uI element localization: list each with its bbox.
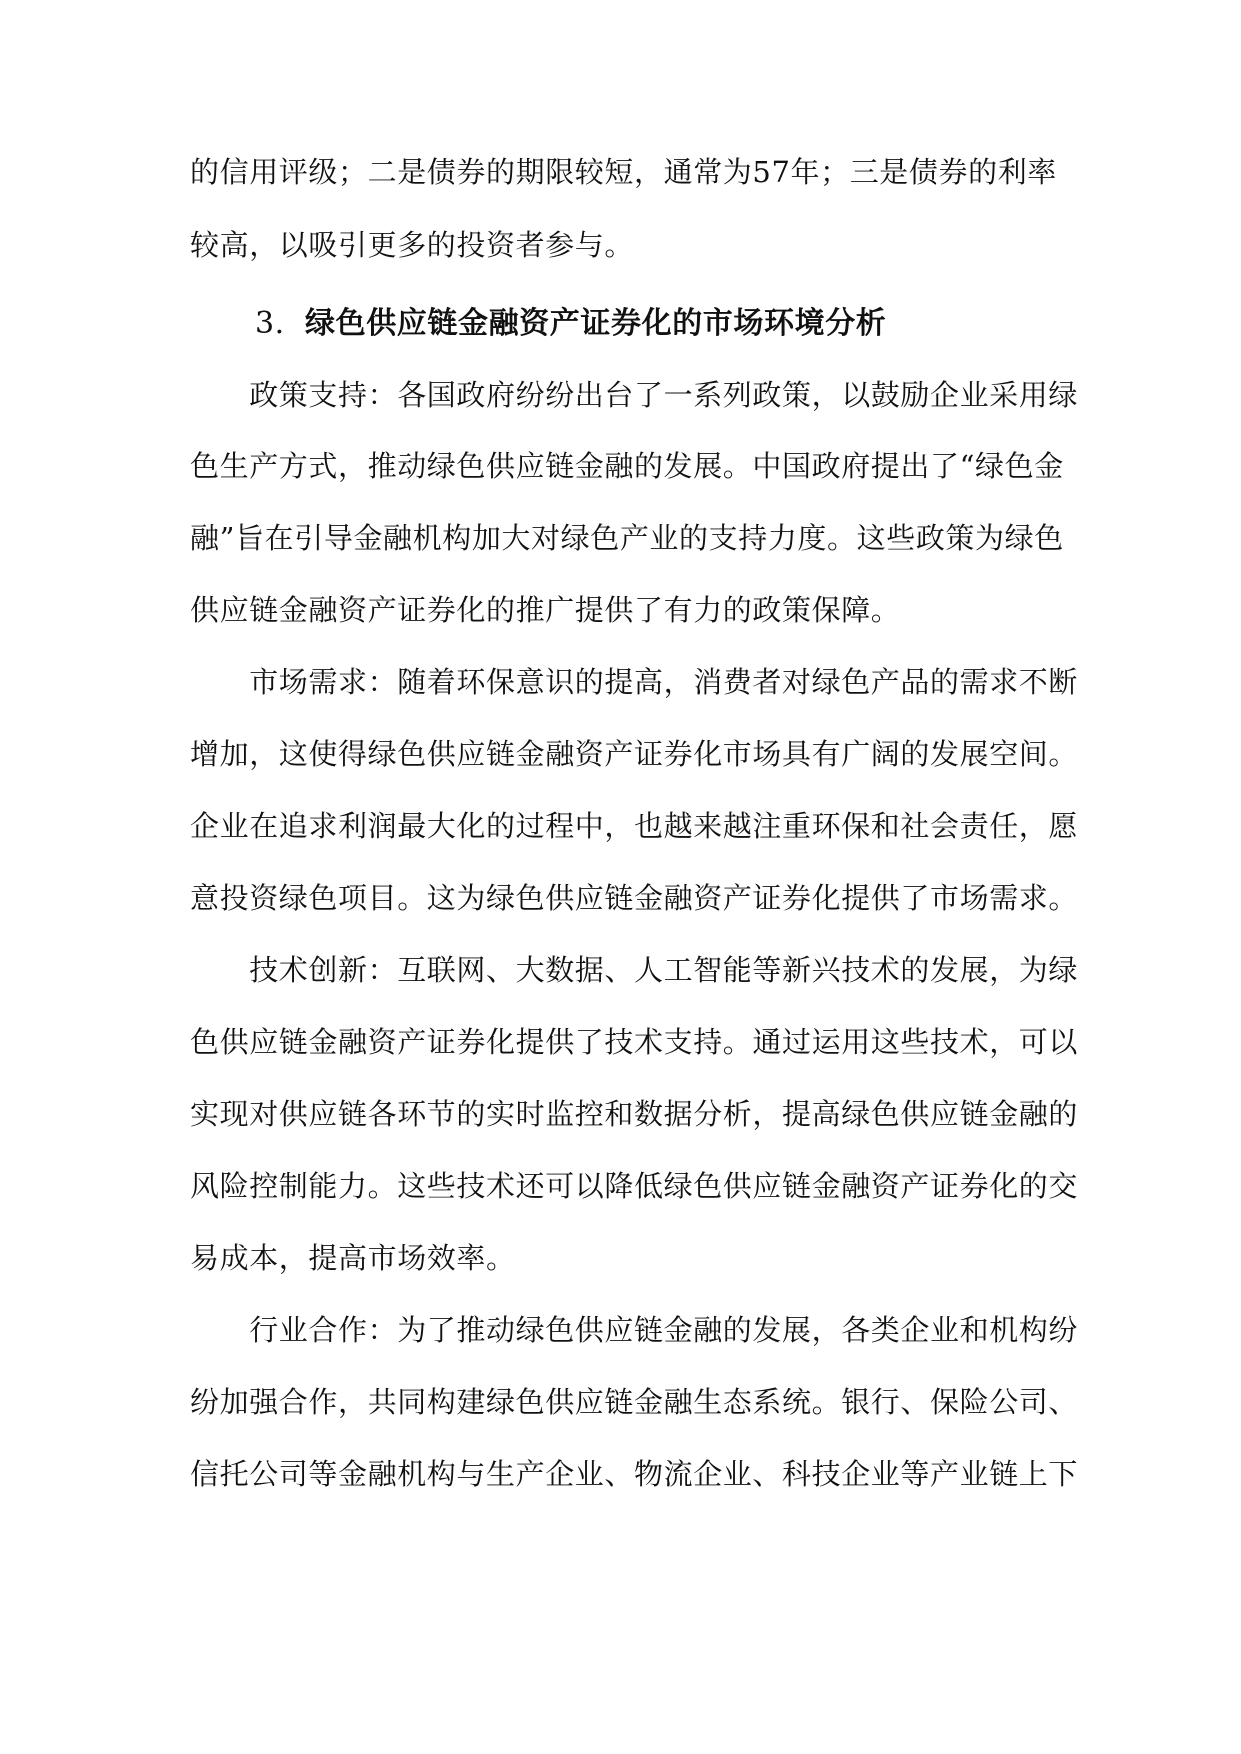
paragraph-1-line-2: 色生产方式，推动绿色供应链金融的发展。中国政府提出了“绿色金: [190, 449, 1064, 483]
paragraph-3-line-3: 实现对供应链各环节的实时监控和数据分析，提高绿色供应链金融的: [190, 1097, 1079, 1131]
paragraph-3-line-1: 技术创新：互联网、大数据、人工智能等新兴技术的发展，为绿: [190, 953, 1079, 987]
section-number: 3.: [255, 306, 285, 341]
paragraph-2-line-3: 企业在追求利润最大化的过程中，也越来越注重环保和社会责任，愿: [190, 809, 1079, 843]
paragraph-3-line-2: 色供应链金融资产证券化提供了技术支持。通过运用这些技术，可以: [190, 1025, 1079, 1059]
paragraph-2-line-4: 意投资绿色项目。这为绿色供应链金融资产证券化提供了市场需求。: [190, 881, 1079, 915]
section-heading: [255, 304, 886, 344]
intro-line-2: 较高，以吸引更多的投资者参与。: [190, 228, 635, 262]
paragraph-4-line-1: 行业合作：为了推动绿色供应链金融的发展，各类企业和机构纷: [190, 1313, 1079, 1347]
paragraph-4-line-3: 信托公司等金融机构与生产企业、物流企业、科技企业等产业链上下: [190, 1457, 1079, 1491]
paragraph-1-line-4: 供应链金融资产证券化的推广提供了有力的政策保障。: [190, 593, 901, 627]
paragraph-4-line-2: 纷加强合作，共同构建绿色供应链金融生态系统。银行、保险公司、: [190, 1385, 1079, 1419]
section-title: 绿色供应链金融资产证券化的市场环境分析: [305, 306, 887, 341]
intro-line-1: 的信用评级；二是债券的期限较短，通常为57年；三是债券的利率: [190, 155, 1057, 189]
paragraph-3-line-4: 风险控制能力。这些技术还可以降低绿色供应链金融资产证券化的交: [190, 1169, 1079, 1203]
paragraph-1-line-1: 政策支持：各国政府纷纷出台了一系列政策，以鼓励企业采用绿: [190, 378, 1079, 412]
paragraph-2-line-2: 增加，这使得绿色供应链金融资产证券化市场具有广阔的发展空间。: [190, 737, 1079, 771]
paragraph-1-line-3: 融”旨在引导金融机构加大对绿色产业的支持力度。这些政策为绿色: [190, 521, 1064, 555]
paragraph-2-line-1: 市场需求：随着环保意识的提高，消费者对绿色产品的需求不断: [190, 665, 1079, 699]
paragraph-3-line-5: 易成本，提高市场效率。: [190, 1241, 516, 1275]
